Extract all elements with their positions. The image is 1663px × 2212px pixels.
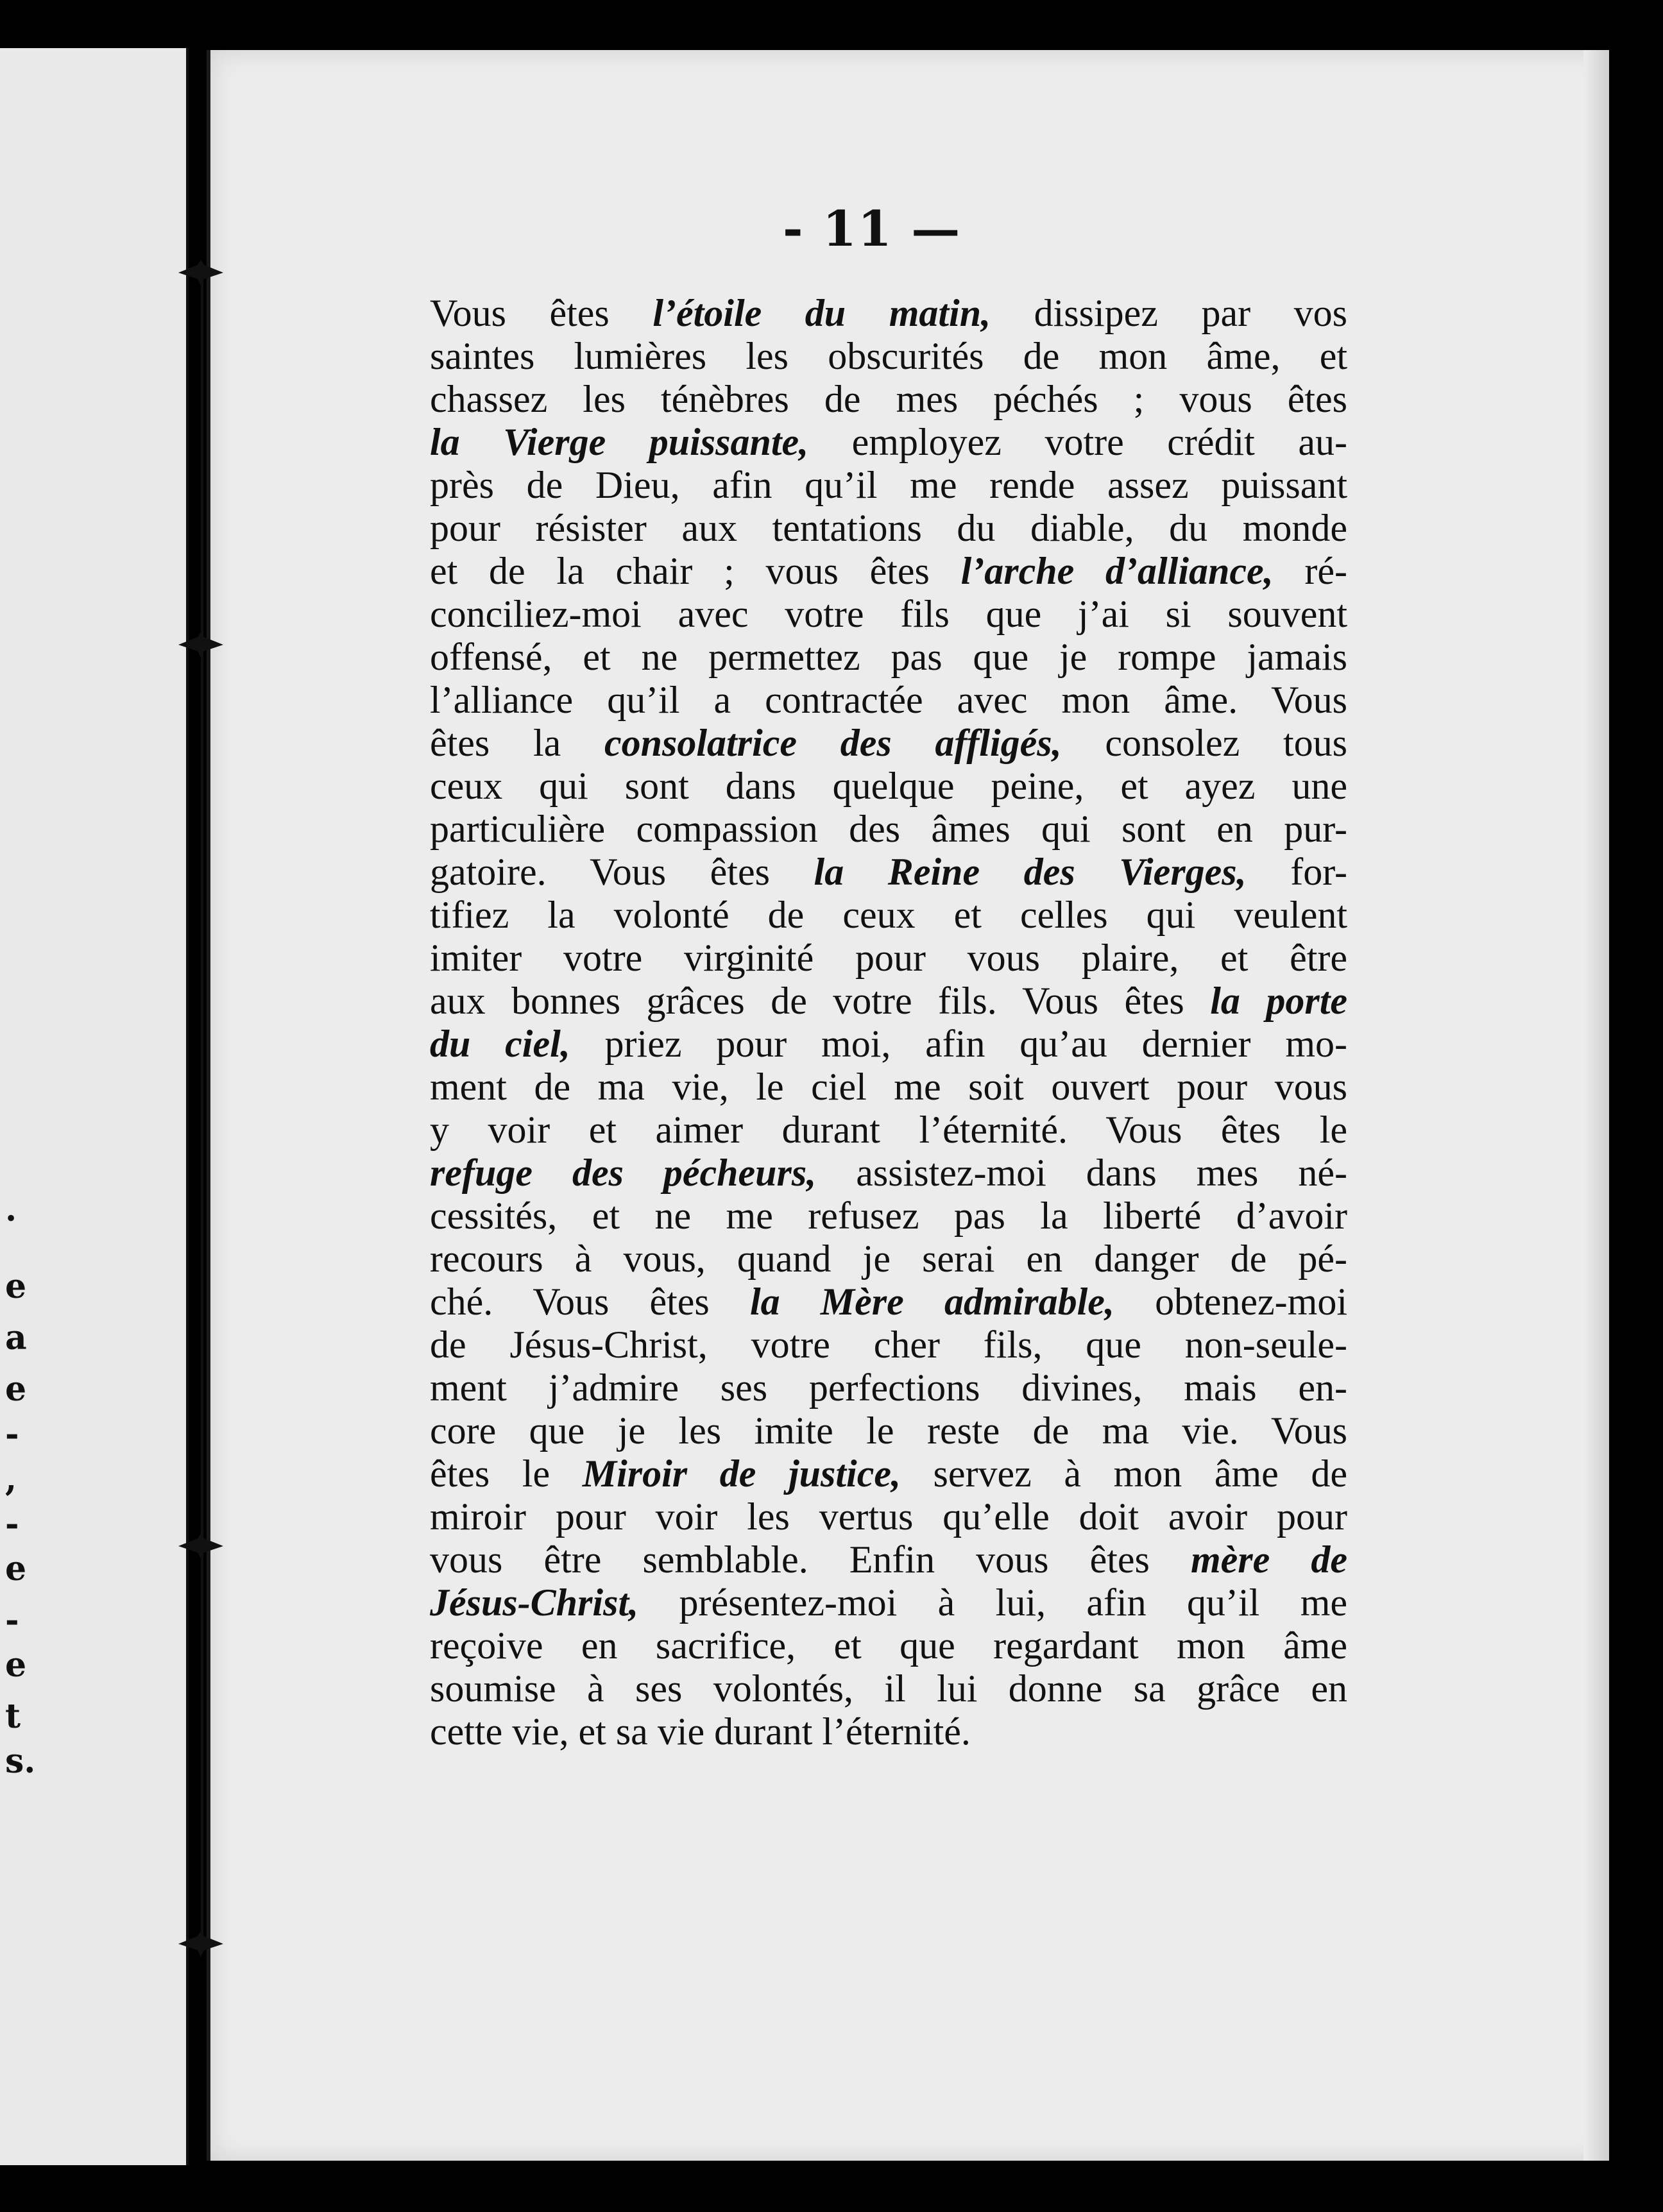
emphasized-phrase: la Reine des Vierges,	[814, 851, 1247, 893]
text-line	[430, 421, 1347, 464]
emphasized-phrase: la Vierge puissante,	[430, 421, 809, 463]
text-line	[430, 1409, 1347, 1452]
text-segment: chassez les ténèbres de mes péchés ; vous êtes	[430, 378, 1347, 420]
text-line	[430, 1710, 1347, 1753]
emphasized-phrase: consolatrice des affligés,	[604, 722, 1062, 764]
text-line	[430, 1366, 1347, 1409]
text-line	[430, 378, 1347, 421]
facing-page-fragment: e	[5, 1267, 27, 1306]
text-segment: servez à mon âme de	[900, 1452, 1347, 1495]
text-segment: imiter votre virginité pour vous plaire, et être	[430, 937, 1347, 979]
text-segment: de Jésus-Christ, votre cher fils, que non-seule-	[430, 1323, 1347, 1366]
emphasized-phrase: refuge des pécheurs,	[430, 1152, 817, 1194]
text-segment: ment de ma vie, le ciel me soit ouvert pour vous	[430, 1066, 1347, 1108]
text-segment: ceux qui sont dans quelque peine, et ayez une	[430, 765, 1347, 807]
text-segment: employez votre crédit au-	[808, 421, 1347, 463]
emphasized-phrase: Jésus-Christ,	[430, 1581, 639, 1624]
text-segment: présentez-moi à lui, afin qu’il me	[638, 1581, 1347, 1624]
text-line	[430, 722, 1347, 765]
binding-thread	[201, 276, 203, 1944]
text-line	[430, 1667, 1347, 1710]
text-line	[430, 1023, 1347, 1066]
emphasized-phrase: la Mère admirable,	[749, 1280, 1114, 1323]
text-segment: saintes lumières les obscurités de mon âme, et	[430, 335, 1347, 377]
text-line	[430, 550, 1347, 593]
text-segment: ment j’admire ses perfections divines, mais en-	[430, 1366, 1347, 1409]
text-segment: dissipez par vos	[991, 292, 1347, 334]
text-segment: soumise à ses volontés, il lui donne sa grâce en	[430, 1667, 1347, 1710]
text-segment: cessités, et ne me refusez pas la liberté d’avoir	[430, 1195, 1347, 1237]
text-line	[430, 1066, 1347, 1109]
facing-page-fragment: e	[5, 1549, 27, 1588]
text-segment: gatoire. Vous êtes	[430, 851, 814, 893]
facing-page-fragment: -	[5, 1415, 19, 1454]
text-line	[430, 1323, 1347, 1366]
text-segment: particulière compassion des âmes qui sont en pur-	[430, 808, 1347, 850]
text-line	[430, 1495, 1347, 1538]
text-line	[430, 851, 1347, 894]
text-line	[430, 593, 1347, 636]
text-segment: êtes le	[430, 1452, 583, 1495]
text-segment: ré-	[1273, 550, 1347, 592]
text-segment: pour résister aux tentations du diable, du monde	[430, 507, 1347, 549]
text-segment: l’alliance qu’il a contractée avec mon âme. Vous	[430, 679, 1347, 721]
text-line	[430, 464, 1347, 507]
page-edge-shadow	[1583, 50, 1609, 2161]
text-segment: êtes la	[430, 722, 605, 764]
text-segment: obtenez-moi	[1114, 1280, 1347, 1323]
text-segment: Vous êtes	[430, 292, 653, 334]
facing-page-fragment: .	[5, 1190, 17, 1229]
text-segment: for-	[1246, 851, 1347, 893]
text-line	[430, 980, 1347, 1023]
emphasized-phrase: du ciel,	[430, 1023, 570, 1065]
text-line	[430, 1195, 1347, 1238]
facing-page-fragment: e	[5, 1646, 27, 1685]
emphasized-phrase: l’étoile du matin,	[652, 292, 991, 334]
facing-page-edge	[0, 48, 189, 2165]
text-line	[430, 1538, 1347, 1581]
text-segment: reçoive en sacrifice, et que regardant mon âme	[430, 1624, 1347, 1667]
text-segment: conciliez-moi avec votre fils que j’ai si souvent	[430, 593, 1347, 635]
text-line	[430, 1238, 1347, 1280]
text-segment: y voir et aimer durant l’éternité. Vous êtes le	[430, 1109, 1347, 1151]
text-segment: assistez-moi dans mes né-	[816, 1152, 1347, 1194]
facing-page-fragment: e	[5, 1370, 27, 1409]
facing-page-fragment: ,	[5, 1459, 17, 1499]
body-text	[430, 292, 1347, 1753]
text-line	[430, 1624, 1347, 1667]
text-line	[430, 679, 1347, 722]
facing-page-fragment: s.	[5, 1742, 36, 1781]
text-segment: offensé, et ne permettez pas que je rompe jamais	[430, 636, 1347, 678]
text-line	[430, 937, 1347, 980]
text-segment: cette vie, et sa vie durant l’éternité.	[430, 1710, 971, 1753]
text-line	[430, 636, 1347, 679]
text-line	[430, 765, 1347, 808]
text-segment: près de Dieu, afin qu’il me rende assez puissant	[430, 464, 1347, 506]
text-segment: miroir pour voir les vertus qu’elle doit avoir pour	[430, 1495, 1347, 1538]
facing-page-fragment: t	[5, 1697, 21, 1736]
text-segment: priez pour moi, afin qu’au dernier mo-	[570, 1023, 1347, 1065]
facing-page-fragment: -	[5, 1504, 19, 1544]
binding-stitch-icon	[178, 1931, 223, 1957]
binding-stitch-icon	[178, 260, 223, 285]
text-line	[430, 335, 1347, 378]
text-segment: aux bonnes grâces de votre fils. Vous êtes	[430, 980, 1211, 1022]
text-line	[430, 1581, 1347, 1624]
text-segment: core que je les imite le reste de ma vie. Vous	[430, 1409, 1347, 1452]
facing-page-fragment: a	[5, 1318, 27, 1357]
text-line	[430, 894, 1347, 937]
binding-stitch-icon	[178, 1533, 223, 1559]
text-segment: consolez tous	[1061, 722, 1347, 764]
page-number: - 11 —	[783, 200, 962, 257]
emphasized-phrase: mère de	[1190, 1538, 1347, 1581]
text-line	[430, 1109, 1347, 1152]
text-segment: et de la chair ; vous êtes	[430, 550, 961, 592]
text-line	[430, 1152, 1347, 1195]
binding-stitch-icon	[178, 632, 223, 658]
text-line	[430, 292, 1347, 335]
text-line	[430, 1452, 1347, 1495]
text-segment: tifiez la volonté de ceux et celles qui veulent	[430, 894, 1347, 936]
text-segment: recours à vous, quand je serai en danger de pé-	[430, 1238, 1347, 1280]
emphasized-phrase: Miroir de justice,	[582, 1452, 901, 1495]
text-line	[430, 507, 1347, 550]
text-line	[430, 1280, 1347, 1323]
text-segment: vous être semblable. Enfin vous êtes	[430, 1538, 1191, 1581]
text-line	[430, 808, 1347, 851]
emphasized-phrase: l’arche d’alliance,	[960, 550, 1274, 592]
facing-page-fragment: -	[5, 1601, 19, 1640]
emphasized-phrase: la porte	[1210, 980, 1347, 1022]
text-segment: ché. Vous êtes	[430, 1280, 750, 1323]
